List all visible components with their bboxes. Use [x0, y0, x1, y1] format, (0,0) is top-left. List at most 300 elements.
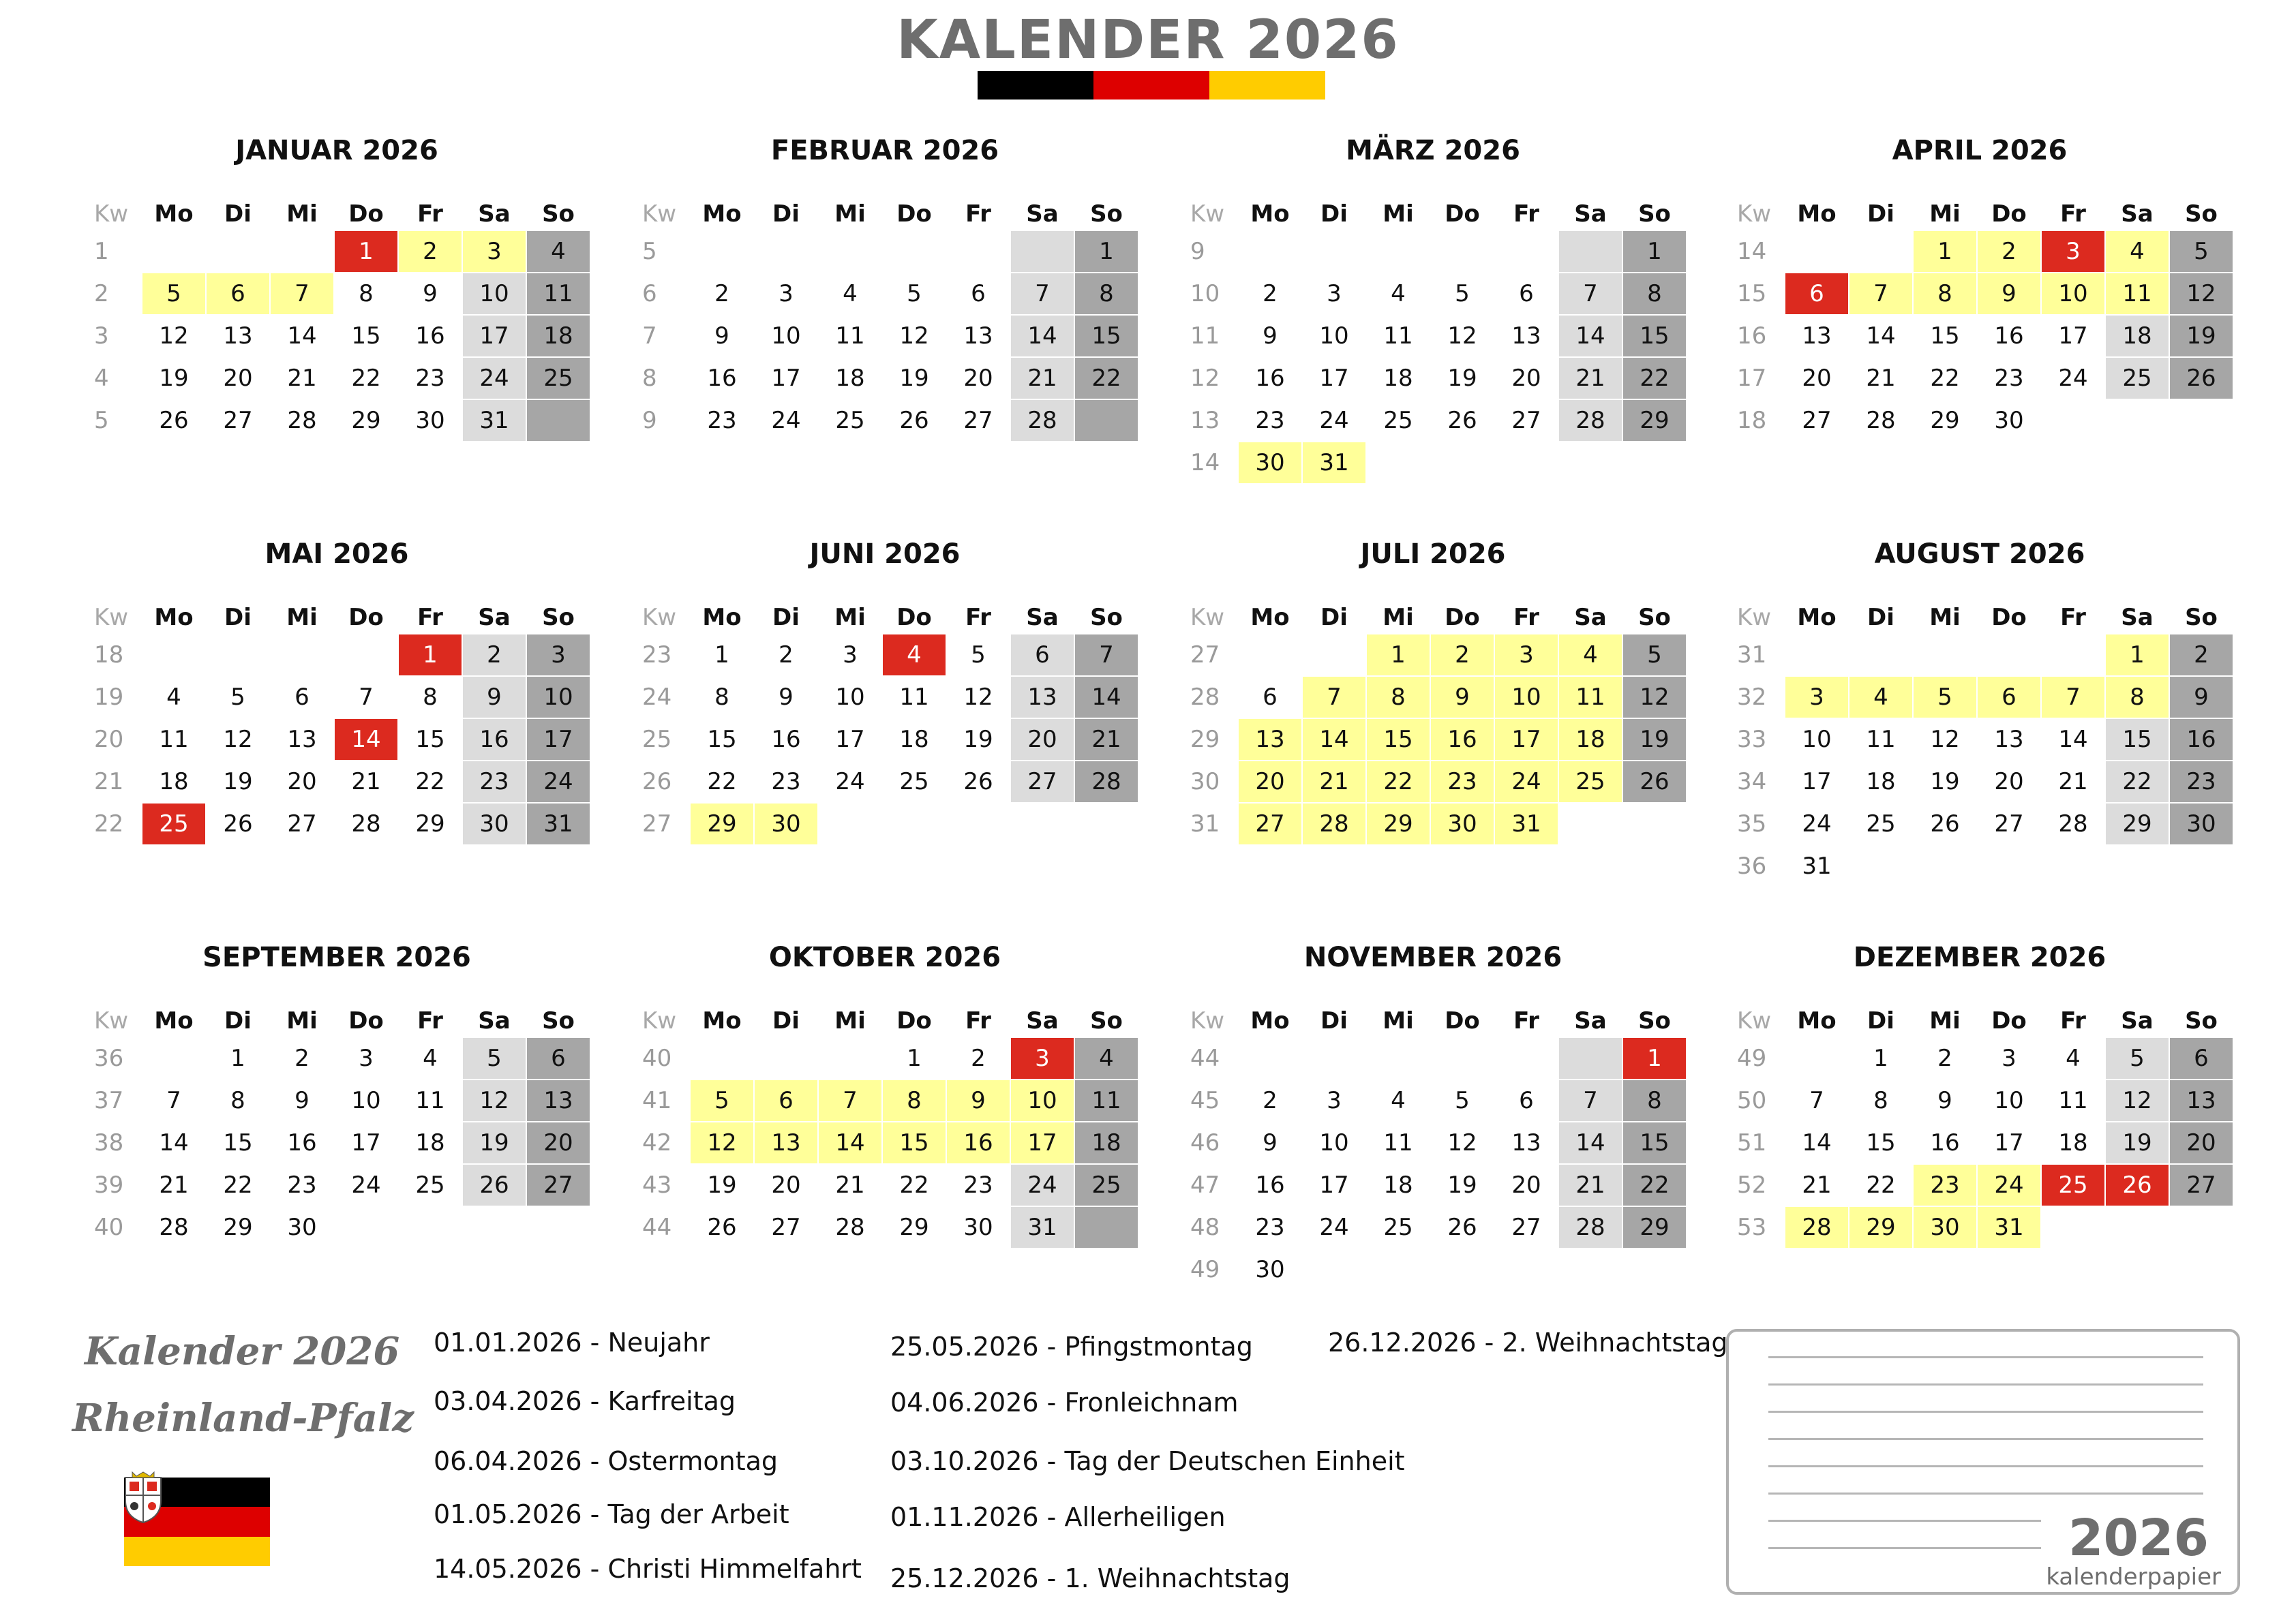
week-number: 9	[642, 407, 657, 434]
weekday-header: Di	[224, 604, 252, 631]
month-grid	[1721, 1005, 2234, 1249]
note-line	[1768, 1493, 2203, 1495]
weekday-header: Do	[348, 1007, 384, 1035]
day-cell: 21	[1559, 1165, 1622, 1206]
week-row	[1174, 1080, 1687, 1122]
day-cell: 9	[779, 684, 794, 711]
day-cell: 3	[1327, 280, 1342, 307]
day-cell: 6	[971, 280, 986, 307]
day-cell	[2106, 846, 2169, 887]
week-number: 24	[642, 684, 672, 711]
day-cell: 5	[463, 1038, 526, 1079]
day-cell: 5	[971, 641, 986, 669]
week-row	[1721, 357, 2234, 399]
kw-header: Kw	[94, 604, 129, 631]
weekday-header: Mo	[1797, 604, 1837, 631]
weekday-header-row	[1721, 1005, 2234, 1037]
weekday-header: Mo	[1250, 200, 1290, 228]
day-cell: 1	[2106, 634, 2169, 675]
kw-header: Kw	[1190, 200, 1225, 228]
day-cell: 14	[2058, 726, 2088, 753]
week-row	[1174, 1037, 1687, 1080]
day-cell: 19	[463, 1122, 526, 1163]
day-cell	[1785, 231, 1848, 272]
day-cell: 13	[1011, 677, 1074, 718]
day-cell	[271, 634, 333, 675]
day-cell: 12	[691, 1122, 753, 1163]
day-cell	[1303, 634, 1365, 675]
day-cell: 2	[1937, 1045, 1952, 1072]
day-cell: 18	[1383, 1172, 1413, 1199]
day-cell: 19	[2170, 316, 2233, 356]
day-cell: 21	[2058, 768, 2088, 795]
day-cell: 19	[159, 365, 189, 392]
day-cell: 30	[1431, 804, 1494, 844]
weekday-header-row	[78, 601, 591, 634]
weekday-header: So	[2185, 1007, 2218, 1035]
day-cell: 23	[1431, 761, 1494, 802]
week-row	[1721, 761, 2234, 803]
weekday-header: Fr	[965, 200, 991, 228]
day-cell	[1075, 1207, 1138, 1248]
weekday-header: Mo	[1250, 1007, 1290, 1035]
day-cell: 6	[1978, 677, 2040, 718]
notes-year: 2026	[2068, 1509, 2209, 1567]
day-cell	[819, 1038, 881, 1079]
day-cell: 12	[159, 322, 189, 350]
week-number: 7	[642, 322, 657, 350]
day-cell	[1431, 231, 1494, 272]
day-cell: 29	[2106, 804, 2169, 844]
week-number: 17	[1737, 365, 1767, 392]
day-cell	[1239, 231, 1301, 272]
day-cell: 24	[1802, 810, 1832, 838]
weekday-header: Mo	[1250, 604, 1290, 631]
day-cell: 24	[1978, 1165, 2040, 1206]
day-cell	[819, 231, 881, 272]
weekday-header: So	[542, 200, 575, 228]
month-grid	[1174, 1005, 1687, 1291]
weekday-header: Do	[1991, 1007, 2027, 1035]
week-row	[1721, 273, 2234, 315]
weekday-header: Sa	[1026, 1007, 1059, 1035]
day-cell: 18	[415, 1129, 445, 1157]
week-number: 42	[642, 1129, 672, 1157]
day-cell: 1	[907, 1045, 922, 1072]
day-cell: 11	[415, 1087, 445, 1114]
weekday-header: Mi	[1929, 200, 1961, 228]
day-cell: 1	[714, 641, 729, 669]
day-cell: 13	[2170, 1080, 2233, 1121]
week-number: 27	[642, 810, 672, 838]
kw-header: Kw	[642, 1007, 677, 1035]
day-cell: 20	[1511, 365, 1541, 392]
day-cell: 2	[971, 1045, 986, 1072]
weekday-header: Fr	[417, 604, 443, 631]
week-row	[78, 399, 591, 442]
weekday-header: Sa	[1026, 604, 1059, 631]
day-cell: 25	[835, 407, 865, 434]
day-cell	[691, 1038, 753, 1079]
day-cell	[271, 231, 333, 272]
week-number: 4	[94, 365, 109, 392]
day-cell: 29	[223, 1214, 253, 1241]
day-cell: 23	[1255, 1214, 1285, 1241]
day-cell: 1	[1623, 231, 1686, 272]
week-number: 36	[94, 1045, 124, 1072]
day-cell: 11	[2106, 273, 2169, 314]
week-number: 28	[1190, 684, 1220, 711]
week-number: 43	[642, 1172, 672, 1199]
weekday-header: Mi	[1383, 604, 1414, 631]
day-cell: 16	[1255, 365, 1285, 392]
day-cell: 27	[1802, 407, 1832, 434]
day-cell: 3	[359, 1045, 374, 1072]
day-cell: 27	[1239, 804, 1301, 844]
week-number: 33	[1737, 726, 1767, 753]
day-cell: 21	[159, 1172, 189, 1199]
day-cell: 6	[755, 1080, 817, 1121]
week-number: 53	[1737, 1214, 1767, 1241]
week-row	[1721, 676, 2234, 718]
weekday-header: So	[1090, 200, 1123, 228]
weekday-header: Do	[1991, 604, 2027, 631]
day-cell: 20	[223, 365, 253, 392]
day-cell: 13	[963, 322, 993, 350]
day-cell: 15	[883, 1122, 946, 1163]
weekday-header: So	[1638, 604, 1671, 631]
week-row	[78, 1122, 591, 1164]
day-cell: 29	[1623, 400, 1686, 441]
day-cell: 9	[1263, 1129, 1278, 1157]
day-cell: 16	[463, 719, 526, 760]
day-cell: 10	[351, 1087, 381, 1114]
day-cell: 20	[1994, 768, 2024, 795]
day-cell: 6	[1011, 634, 1074, 675]
day-cell: 20	[527, 1122, 590, 1163]
weekday-header-row	[1721, 601, 2234, 634]
week-row	[1174, 1206, 1687, 1249]
day-cell: 8	[1914, 273, 1976, 314]
day-cell: 31	[1011, 1207, 1074, 1248]
day-cell: 16	[947, 1122, 1010, 1163]
week-number: 20	[94, 726, 124, 753]
day-cell: 30	[1914, 1207, 1976, 1248]
day-cell	[2042, 1207, 2104, 1248]
week-number: 31	[1737, 641, 1767, 669]
day-cell: 30	[415, 407, 445, 434]
weekday-header: Mi	[286, 1007, 318, 1035]
day-cell: 4	[166, 684, 181, 711]
month-title: JULI 2026	[1360, 538, 1506, 570]
day-cell: 16	[1930, 1129, 1960, 1157]
weekday-header: Mo	[1797, 1007, 1837, 1035]
weekday-header-row	[78, 1005, 591, 1037]
day-cell: 20	[963, 365, 993, 392]
day-cell: 13	[1994, 726, 2024, 753]
day-cell	[335, 1207, 397, 1248]
day-cell: 6	[1263, 684, 1278, 711]
day-cell: 14	[1303, 719, 1365, 760]
week-row	[78, 230, 591, 273]
day-cell: 17	[1994, 1129, 2024, 1157]
day-cell	[1011, 231, 1074, 272]
day-cell: 15	[223, 1129, 253, 1157]
day-cell: 31	[463, 400, 526, 441]
day-cell: 26	[2106, 1165, 2169, 1206]
week-number: 9	[1190, 238, 1205, 265]
day-cell: 22	[2106, 761, 2169, 802]
month-title: OKTOBER 2026	[768, 942, 1001, 973]
day-cell: 22	[1930, 365, 1960, 392]
weekday-header: Sa	[2121, 1007, 2154, 1035]
day-cell: 12	[1447, 322, 1477, 350]
day-cell: 27	[963, 407, 993, 434]
day-cell: 7	[359, 684, 374, 711]
day-cell: 14	[1011, 316, 1074, 356]
day-cell: 4	[2066, 1045, 2081, 1072]
day-cell	[2042, 634, 2104, 675]
day-cell: 25	[2106, 358, 2169, 399]
week-number: 35	[1737, 810, 1767, 838]
weekday-header: Mi	[834, 200, 866, 228]
day-cell: 9	[2170, 677, 2233, 718]
weekday-header: Mi	[1929, 1007, 1961, 1035]
day-cell: 25	[1075, 1165, 1138, 1206]
day-cell	[1559, 1038, 1622, 1079]
day-cell: 16	[287, 1129, 317, 1157]
day-cell: 27	[223, 407, 253, 434]
day-cell: 22	[1367, 761, 1430, 802]
month-title: SEPTEMBER 2026	[202, 942, 471, 973]
weekday-header: Fr	[417, 200, 443, 228]
day-cell: 31	[1303, 442, 1365, 483]
day-cell	[819, 804, 881, 844]
day-cell: 7	[819, 1080, 881, 1121]
day-cell: 10	[1802, 726, 1832, 753]
weekday-header: So	[542, 604, 575, 631]
week-row	[78, 676, 591, 718]
day-cell: 24	[1319, 407, 1349, 434]
day-cell: 15	[1075, 316, 1138, 356]
day-cell: 20	[287, 768, 317, 795]
week-number: 15	[1737, 280, 1767, 307]
day-cell: 22	[415, 768, 445, 795]
month-grid	[626, 198, 1139, 442]
day-cell: 22	[1623, 358, 1686, 399]
month-title: NOVEMBER 2026	[1303, 942, 1562, 973]
week-number: 8	[642, 365, 657, 392]
weekday-header: So	[1638, 200, 1671, 228]
day-cell: 11	[2058, 1087, 2088, 1114]
day-cell: 11	[159, 726, 189, 753]
day-cell: 19	[707, 1172, 737, 1199]
day-cell: 14	[159, 1129, 189, 1157]
day-cell: 7	[271, 273, 333, 314]
week-number: 1	[94, 238, 109, 265]
day-cell: 24	[1011, 1165, 1074, 1206]
day-cell: 19	[1930, 768, 1960, 795]
day-cell: 15	[351, 322, 381, 350]
week-row	[1174, 634, 1687, 676]
day-cell	[1623, 442, 1686, 483]
weekday-header: Sa	[1026, 200, 1059, 228]
day-cell	[1559, 231, 1622, 272]
day-cell: 8	[359, 280, 374, 307]
day-cell: 17	[1319, 365, 1349, 392]
month-grid	[1174, 198, 1687, 484]
weekday-header: Sa	[2121, 604, 2154, 631]
week-row	[78, 273, 591, 315]
day-cell: 13	[755, 1122, 817, 1163]
week-number: 49	[1737, 1045, 1767, 1072]
day-cell: 23	[2170, 761, 2233, 802]
day-cell	[1011, 804, 1074, 844]
day-cell	[1914, 634, 1976, 675]
day-cell: 27	[2170, 1165, 2233, 1206]
week-row	[1721, 1164, 2234, 1206]
day-cell	[1495, 1249, 1558, 1290]
weekday-header: Fr	[2060, 604, 2086, 631]
day-cell: 24	[527, 761, 590, 802]
day-cell: 30	[287, 1214, 317, 1241]
week-row	[78, 315, 591, 357]
day-cell: 10	[463, 273, 526, 314]
weekday-header: Fr	[417, 1007, 443, 1035]
weekday-header: So	[1090, 604, 1123, 631]
day-cell: 9	[423, 280, 438, 307]
day-cell	[883, 231, 946, 272]
day-cell: 24	[835, 768, 865, 795]
day-cell: 5	[2170, 231, 2233, 272]
day-cell	[527, 1207, 590, 1248]
week-number: 23	[642, 641, 672, 669]
day-cell: 8	[1075, 273, 1138, 314]
day-cell: 7	[166, 1087, 181, 1114]
day-cell: 10	[1011, 1080, 1074, 1121]
day-cell: 28	[287, 407, 317, 434]
week-row	[1721, 634, 2234, 676]
day-cell: 23	[707, 407, 737, 434]
month-title: APRIL 2026	[1892, 135, 2068, 166]
kw-header: Kw	[94, 1007, 129, 1035]
weekday-header: Sa	[1574, 200, 1607, 228]
week-number: 48	[1190, 1214, 1220, 1241]
day-cell: 8	[2106, 677, 2169, 718]
day-cell: 27	[287, 810, 317, 838]
day-cell: 1	[1075, 231, 1138, 272]
day-cell: 13	[1802, 322, 1832, 350]
day-cell	[142, 634, 205, 675]
day-cell: 13	[527, 1080, 590, 1121]
day-cell	[1785, 634, 1848, 675]
day-cell	[691, 231, 753, 272]
day-cell	[1239, 1038, 1301, 1079]
weekday-header-row	[626, 198, 1139, 230]
day-cell: 6	[1785, 273, 1848, 314]
day-cell: 18	[1559, 719, 1622, 760]
day-cell: 1	[230, 1045, 245, 1072]
weekday-header: Do	[1445, 604, 1480, 631]
day-cell: 18	[1075, 1122, 1138, 1163]
day-cell: 7	[1303, 677, 1365, 718]
month-title: AUGUST 2026	[1874, 538, 2085, 570]
week-number: 22	[94, 810, 124, 838]
note-line	[1768, 1411, 2203, 1413]
day-cell: 11	[1383, 322, 1413, 350]
note-line	[1768, 1520, 2041, 1522]
day-cell: 9	[1937, 1087, 1952, 1114]
day-cell: 3	[1495, 634, 1558, 675]
day-cell: 11	[527, 273, 590, 314]
kw-header: Kw	[1737, 200, 1772, 228]
day-cell: 17	[835, 726, 865, 753]
weekday-header: Fr	[2060, 1007, 2086, 1035]
day-cell: 16	[1255, 1172, 1285, 1199]
day-cell: 18	[1866, 768, 1896, 795]
holiday-entry: 01.11.2026 - Allerheiligen	[890, 1502, 1226, 1532]
day-cell: 16	[415, 322, 445, 350]
day-cell: 11	[835, 322, 865, 350]
day-cell: 9	[714, 322, 729, 350]
day-cell: 28	[1559, 400, 1622, 441]
day-cell: 14	[287, 322, 317, 350]
day-cell: 29	[1623, 1207, 1686, 1248]
note-line	[1768, 1356, 2203, 1358]
day-cell: 3	[843, 641, 858, 669]
day-cell	[2170, 1207, 2233, 1248]
day-cell: 4	[1075, 1038, 1138, 1079]
week-row	[1174, 399, 1687, 442]
day-cell: 8	[1623, 1080, 1686, 1121]
week-number: 50	[1737, 1087, 1767, 1114]
month-grid	[1174, 601, 1687, 845]
day-cell: 29	[1930, 407, 1960, 434]
day-cell: 26	[159, 407, 189, 434]
weekday-header: Di	[224, 200, 252, 228]
day-cell: 8	[1623, 273, 1686, 314]
day-cell: 10	[2042, 273, 2104, 314]
week-number: 27	[1190, 641, 1220, 669]
week-row	[626, 761, 1139, 803]
day-cell: 21	[1802, 1172, 1832, 1199]
weekday-header: Mi	[1383, 200, 1414, 228]
day-cell	[1559, 804, 1622, 844]
day-cell: 15	[1623, 316, 1686, 356]
holiday-entry: 01.05.2026 - Tag der Arbeit	[434, 1499, 789, 1529]
week-row	[78, 634, 591, 676]
day-cell: 15	[707, 726, 737, 753]
day-cell: 10	[1319, 1129, 1349, 1157]
day-cell: 24	[463, 358, 526, 399]
day-cell: 25	[1866, 810, 1896, 838]
week-row	[78, 1164, 591, 1206]
day-cell: 7	[1011, 273, 1074, 314]
weekday-header: Mi	[286, 604, 318, 631]
day-cell	[1367, 442, 1430, 483]
kw-header: Kw	[1190, 1007, 1225, 1035]
day-cell	[883, 804, 946, 844]
week-row	[78, 357, 591, 399]
page-title: KALENDER 2026	[896, 10, 1400, 71]
day-cell: 1	[1873, 1045, 1888, 1072]
day-cell: 22	[899, 1172, 929, 1199]
day-cell: 5	[1455, 1087, 1470, 1114]
week-row	[1174, 1164, 1687, 1206]
day-cell: 28	[1785, 1207, 1848, 1248]
day-cell: 8	[423, 684, 438, 711]
day-cell: 30	[755, 804, 817, 844]
